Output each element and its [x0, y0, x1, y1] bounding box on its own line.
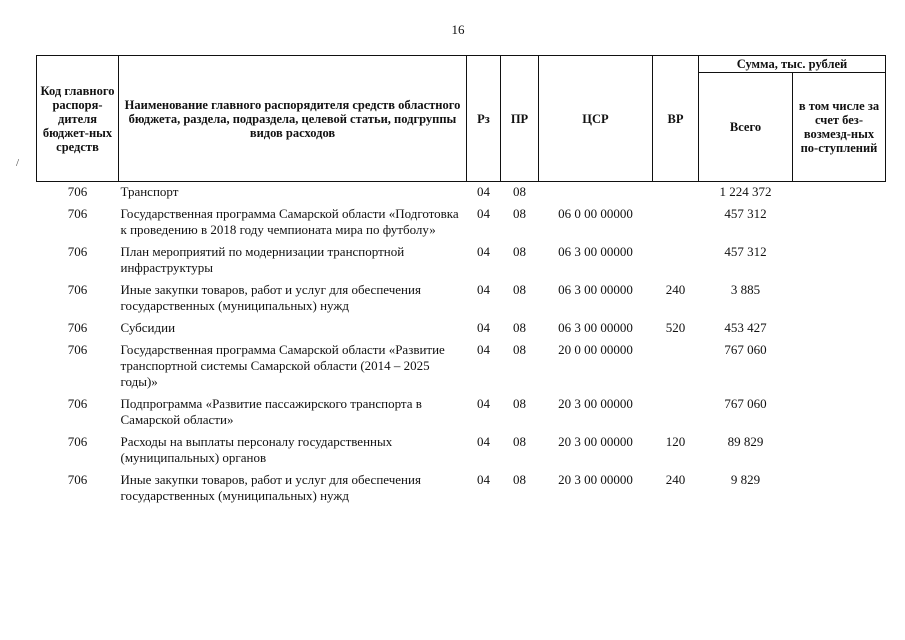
table-row	[37, 204, 886, 242]
cell-code: 706	[67, 184, 88, 199]
cell-code: 706	[67, 342, 88, 357]
cell-name: Государственная программа Самарской области «Подготовка к проведению в 2018 году чемпионата мира по футболу»	[120, 206, 459, 237]
cell-name: Подпрограмма «Развитие пассажирского транспорта в Самарской области»	[120, 396, 422, 427]
cell-total: 453 427	[724, 320, 767, 335]
cell-vr: 520	[665, 320, 686, 335]
cell-gratuitous	[793, 318, 886, 340]
cell-pr: 08	[513, 472, 526, 487]
cell-vr: 120	[665, 434, 686, 449]
cell-total: 457 312	[724, 244, 767, 259]
cell-rz: 04	[477, 472, 490, 487]
cell-total: 9 829	[730, 472, 761, 487]
cell-rz: 04	[477, 244, 490, 259]
cell-code: 706	[67, 472, 88, 487]
cell-csr: 20 3 00 00000	[558, 472, 633, 487]
cell-code: 706	[67, 206, 88, 221]
table-row	[37, 280, 886, 318]
cell-name: Иные закупки товаров, работ и услуг для обеспечения государственных (муниципальных) нужд	[120, 472, 421, 503]
cell-gratuitous	[793, 242, 886, 280]
cell-pr: 08	[513, 320, 526, 335]
cell-name: Государственная программа Самарской области «Развитие транспортной системы Самарской области (2014 – 2025 годы)»	[120, 342, 445, 389]
cell-rz: 04	[477, 282, 490, 297]
cell-pr: 08	[513, 396, 526, 411]
table-row	[37, 432, 886, 470]
cell-pr: 08	[513, 244, 526, 259]
table-row	[37, 318, 886, 340]
header-code: Код главного распоря-дителя бюджет-ных средств	[37, 56, 119, 182]
cell-name: Иные закупки товаров, работ и услуг для обеспечения государственных (муниципальных) нужд	[120, 282, 421, 313]
table-row	[37, 182, 886, 205]
cell-vr	[653, 204, 699, 242]
cell-rz: 04	[477, 184, 490, 199]
table-row	[37, 394, 886, 432]
header-gratuitous: в том числе за счет без-возмезд-ных по-ступлений	[793, 73, 886, 182]
header-total: Всего	[699, 73, 793, 182]
cell-rz: 04	[477, 206, 490, 221]
cell-gratuitous	[793, 340, 886, 394]
cell-code: 706	[67, 396, 88, 411]
cell-total: 767 060	[724, 396, 767, 411]
budget-table	[36, 55, 886, 508]
cell-total: 1 224 372	[719, 184, 772, 199]
cell-name: План мероприятий по модернизации транспортной инфраструктуры	[120, 244, 405, 275]
cell-rz: 04	[477, 396, 490, 411]
cell-vr	[653, 340, 699, 394]
cell-csr	[539, 182, 653, 205]
table-header	[37, 56, 886, 182]
cell-name: Расходы на выплаты персоналу государственных (муниципальных) органов	[120, 434, 393, 465]
header-name: Наименование главного распорядителя средств областного бюджета, раздела, подраздела, целевой статьи, подгруппы видов расходов	[119, 56, 467, 182]
table-row	[37, 470, 886, 508]
cell-pr: 08	[513, 206, 526, 221]
cell-pr: 08	[513, 434, 526, 449]
cell-code: 706	[67, 434, 88, 449]
cell-total: 767 060	[724, 342, 767, 357]
cell-vr: 240	[665, 472, 686, 487]
cell-pr: 08	[513, 184, 526, 199]
cell-total: 3 885	[730, 282, 761, 297]
cell-pr: 08	[513, 282, 526, 297]
cell-csr: 06 0 00 00000	[558, 206, 633, 221]
cell-vr	[653, 242, 699, 280]
cell-name: Субсидии	[120, 320, 176, 335]
cell-csr: 20 3 00 00000	[558, 396, 633, 411]
cell-code: 706	[67, 282, 88, 297]
cell-vr	[653, 182, 699, 205]
cell-code: 706	[67, 244, 88, 259]
cell-rz: 04	[477, 434, 490, 449]
header-sum: Сумма, тыс. рублей	[699, 56, 886, 73]
cell-gratuitous	[793, 394, 886, 432]
header-vr: ВР	[653, 56, 699, 182]
cell-gratuitous	[793, 432, 886, 470]
header-pr: ПР	[501, 56, 539, 182]
cell-pr: 08	[513, 342, 526, 357]
cell-total: 457 312	[724, 206, 767, 221]
cell-gratuitous	[793, 280, 886, 318]
table-row	[37, 340, 886, 394]
stray-mark: /	[16, 157, 20, 169]
page-number: 16	[451, 22, 465, 37]
cell-vr: 240	[665, 282, 686, 297]
cell-csr: 06 3 00 00000	[558, 282, 633, 297]
cell-csr: 06 3 00 00000	[558, 244, 633, 259]
cell-csr: 20 3 00 00000	[558, 434, 633, 449]
cell-csr: 20 0 00 00000	[558, 342, 633, 357]
cell-rz: 04	[477, 342, 490, 357]
table-row	[37, 242, 886, 280]
cell-total: 89 829	[727, 434, 764, 449]
cell-gratuitous	[793, 204, 886, 242]
cell-vr	[653, 394, 699, 432]
header-rz: Рз	[467, 56, 501, 182]
cell-name: Транспорт	[120, 184, 179, 199]
cell-gratuitous	[793, 182, 886, 205]
header-csr: ЦСР	[539, 56, 653, 182]
cell-csr: 06 3 00 00000	[558, 320, 633, 335]
cell-rz: 04	[477, 320, 490, 335]
cell-code: 706	[67, 320, 88, 335]
table-body	[37, 182, 886, 509]
cell-gratuitous	[793, 470, 886, 508]
